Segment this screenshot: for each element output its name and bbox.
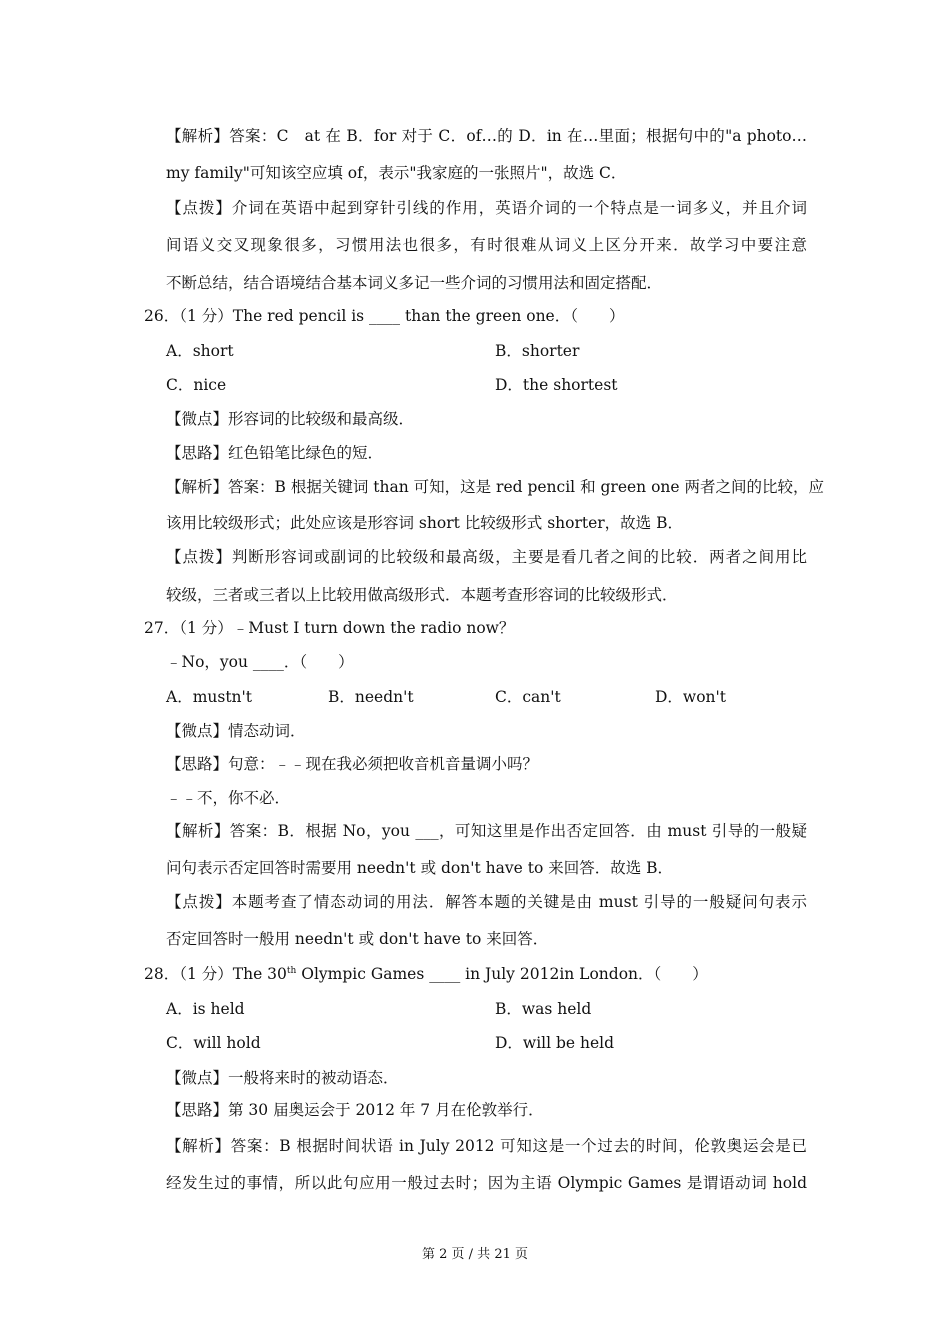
option-a: A．mustn't (166, 688, 253, 706)
text-line: 【微点】情态动词． (166, 722, 306, 740)
option-d: D．won't (655, 688, 726, 706)
text-line: ﹣No，you ____．（ ） (166, 653, 354, 671)
text-line: 【点拨】介词在英语中起到穿针引线的作用，英语介词的一个特点是一词多义，并且介词 (166, 199, 807, 217)
option-d: D．the shortest (495, 376, 618, 394)
text-line: 【点拨】判断形容词或副词的比较级和最高级，主要是看几者之间的比较．两者之间用比 (166, 548, 807, 566)
question-28 (144, 964, 708, 984)
option-c: C．nice (166, 376, 227, 394)
text-line: 【解析】答案：B 根据时间状语 in July 2012 可知这是一个过去的时间，伦敦奥运会是已 (166, 1137, 807, 1155)
text-line: 【微点】形容词的比较级和最高级． (166, 410, 415, 428)
text-line: 【解析】答案：B 根据关键词 than 可知，这是 red pencil 和 green one 两者之间的比较，应 (166, 478, 824, 496)
question-26: 26．（1 分）The red pencil is ____ than the green one．（ ） (144, 307, 625, 325)
text-line: 【思路】第 30 届奥运会于 2012 年 7 月在伦敦举行． (166, 1101, 544, 1119)
text-line: 经发生过的事情，所以此句应用一般过去时；因为主语 Olympic Games 是谓语动词 hold (166, 1174, 807, 1192)
option-c: C．will hold (166, 1034, 261, 1052)
option-d: D．will be held (495, 1034, 615, 1052)
option-b: B．shorter (495, 342, 580, 360)
question-28-start: 28．（1 分）The 30 (144, 965, 287, 983)
option-a: A．short (166, 342, 234, 360)
text-line: 【解析】答案：C at 在 B．for 对于 C．of…的 D．in 在…里面；根据句中的"a photo… (166, 127, 807, 145)
text-line: 较级，三者或三者以上比较用做高级形式．本题考查形容词的比较级形式． (166, 586, 678, 604)
text-line: 否定回答时一般用 needn't 或 don't have to 来回答． (166, 930, 549, 948)
text-line: 【思路】句意：﹣﹣现在我必须把收音机音量调小吗？ (166, 755, 539, 773)
text-line: 该用比较级形式；此处应该是形容词 short 比较级形式 shorter，故选 B． (166, 514, 683, 532)
question-27: 27．（1 分）﹣Must I turn down the radio now？ (144, 619, 515, 637)
question-28-end: Olympic Games ____ in July 2012in London．（ ） (296, 965, 708, 983)
option-b: B．was held (495, 1000, 592, 1018)
text-line: my family"可知该空应填 of，表示"我家庭的一张照片"，故选 C． (166, 164, 627, 182)
superscript: th (286, 965, 297, 976)
text-line: 【微点】一般将来时的被动语态． (166, 1069, 399, 1087)
text-line: 不断总结，结合语境结合基本词义多记一些介词的习惯用法和固定搭配． (166, 274, 663, 292)
text-line: 间语义交叉现象很多，习惯用法也很多，有时很难从词义上区分开来．故学习中要注意 (166, 236, 807, 254)
text-line: 问句表示否定回答时需要用 needn't 或 don't have to 来回答．故选 B． (166, 859, 674, 877)
text-line: 【解析】答案：B．根据 No，you ___，可知这里是作出否定回答．由 must 引导的一般疑 (166, 822, 807, 840)
option-c: C．can't (495, 688, 561, 706)
page-footer: 第 2 页 / 共 21 页 (422, 1247, 528, 1262)
option-b: B．needn't (328, 688, 414, 706)
option-a: A．is held (166, 1000, 245, 1018)
text-line: ﹣﹣不，你不必． (166, 789, 291, 807)
text-line: 【点拨】本题考查了情态动词的用法．解答本题的关键是由 must 引导的一般疑问句表示 (166, 893, 807, 911)
text-line: 【思路】红色铅笔比绿色的短． (166, 444, 384, 462)
